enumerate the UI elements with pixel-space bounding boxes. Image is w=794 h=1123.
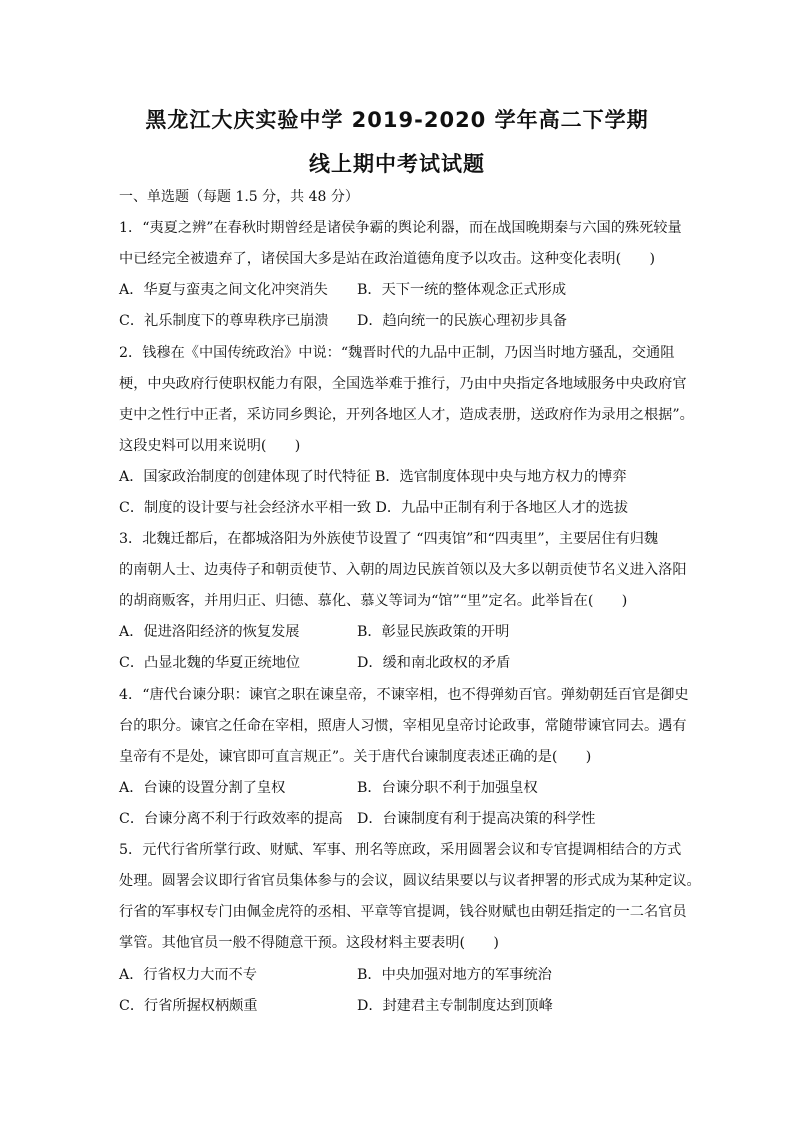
question-4-options [119,773,679,835]
question-line: 5．元代行省所掌行政、财赋、军事、刑名等庶政，采用圆署会议和专官提调相结合的方式 [119,842,682,858]
question-line: 中已经完全被遗弃了，诸侯国大多是站在政治道德角度予以攻击。这种变化表明( ) [119,251,656,267]
option-d[interactable]: D．趋向统一的民族心理初步具备 [357,313,568,329]
section-heading: 一、单选题（每题 1.5 分，共 48 分） [119,189,359,205]
option-c-d[interactable]: C．制度的设计要与社会经济水平相一致 D．九品中正制有利于各地区人才的选拔 [119,500,629,516]
exam-title-line2: 线上期中考试试题 [309,152,485,176]
question-line: 梗，中央政府行使职权能力有限，全国选举难于推行，乃由中央指定各地域服务中央政府官 [119,376,687,392]
question-line: 处理。圆署会议即行省官员集体参与的会议，圆议结果要以与议者押署的形式成为某种定议。 [119,873,701,889]
question-line: 这段史料可以用来说明( ) [119,438,301,454]
question-5-options [119,960,679,1022]
option-b[interactable]: B．台谏分职不利于加强皇权 [357,780,538,796]
exam-title-line1: 黑龙江大庆实验中学 2019-2020 学年高二下学期 [145,108,649,132]
option-d[interactable]: D．台谏制度有利于提高决策的科学性 [357,811,596,827]
option-b[interactable]: B．中央加强对地方的军事统治 [357,967,552,983]
question-2-options [119,462,679,524]
question-2-stem [119,338,694,462]
question-line: 4．“唐代台谏分职：谏官之职在谏皇帝，不谏宰相，也不得弹劾百官。弹劾朝廷百官是御史 [119,687,689,703]
question-line: 的南朝人士、边夷侍子和朝贡使节、入朝的周边民族首领以及大多以朝贡使节名义进入洛阳 [119,562,687,578]
question-line: 的胡商贩客，并用归正、归德、慕化、慕义等词为“馆”“里”定名。此举旨在( ) [119,593,628,609]
question-line: 行省的军事权专门由佩金虎符的丞相、平章等官提调，钱谷财赋也由朝廷指定的一二名官员 [119,904,687,920]
question-3-stem [119,524,687,617]
question-4-stem [119,680,689,773]
question-line: 3．北魏迁都后，在都城洛阳为外族使节设置了 “四夷馆”和“四夷里”，主要居住有归魏 [119,531,659,547]
question-5-stem [119,835,701,959]
option-c[interactable]: C．台谏分离不利于行政效率的提高 [119,811,343,827]
option-a-b[interactable]: A．国家政治制度的创建体现了时代特征 B．选官制度体现中央与地方权力的博弈 [119,469,627,485]
option-d[interactable]: D．封建君主专制制度达到顶峰 [357,998,553,1014]
question-line: 掌管。其他官员一般不得随意干预。这段材料主要表明( ) [119,935,499,951]
option-a[interactable]: A．华夏与蛮夷之间文化冲突消失 [119,282,328,298]
question-1-stem [119,213,682,275]
option-d[interactable]: D．缓和南北政权的矛盾 [357,655,511,671]
option-a[interactable]: A．行省权力大而不专 [119,967,257,983]
option-c[interactable]: C．凸显北魏的华夏正统地位 [119,655,301,671]
question-line: 吏中之性行中正者，采访同乡舆论，开列各地区人才，造成表册，送政府作为录用之根据”。 [119,407,694,423]
question-1-options [119,275,679,337]
option-b[interactable]: B．彰显民族政策的开明 [357,624,510,640]
question-line: 台的职分。谏官之任命在宰相，照唐人习惯，宰相见皇帝讨论政事，常随带谏官同去。遇有 [119,718,687,734]
option-b[interactable]: B．天下一统的整体观念正式形成 [357,282,567,298]
question-3-options [119,617,679,679]
option-a[interactable]: A．促进洛阳经济的恢复发展 [119,624,300,640]
question-line: 2．钱穆在《中国传统政治》中说：“魏晋时代的九品中正制，乃因当时地方骚乱，交通阻 [119,345,675,361]
question-line: 1．“夷夏之辨”在春秋时期曾经是诸侯争霸的舆论利器，而在战国晚期秦与六国的殊死较量 [119,220,682,236]
question-line: 皇帝有不是处，谏官即可直言规正”。关于唐代台谏制度表述正确的是( ) [119,749,592,765]
option-a[interactable]: A．台谏的设置分割了皇权 [119,780,286,796]
option-c[interactable]: C．行省所握权柄颇重 [119,998,258,1014]
option-c[interactable]: C．礼乐制度下的尊卑秩序已崩溃 [119,313,329,329]
